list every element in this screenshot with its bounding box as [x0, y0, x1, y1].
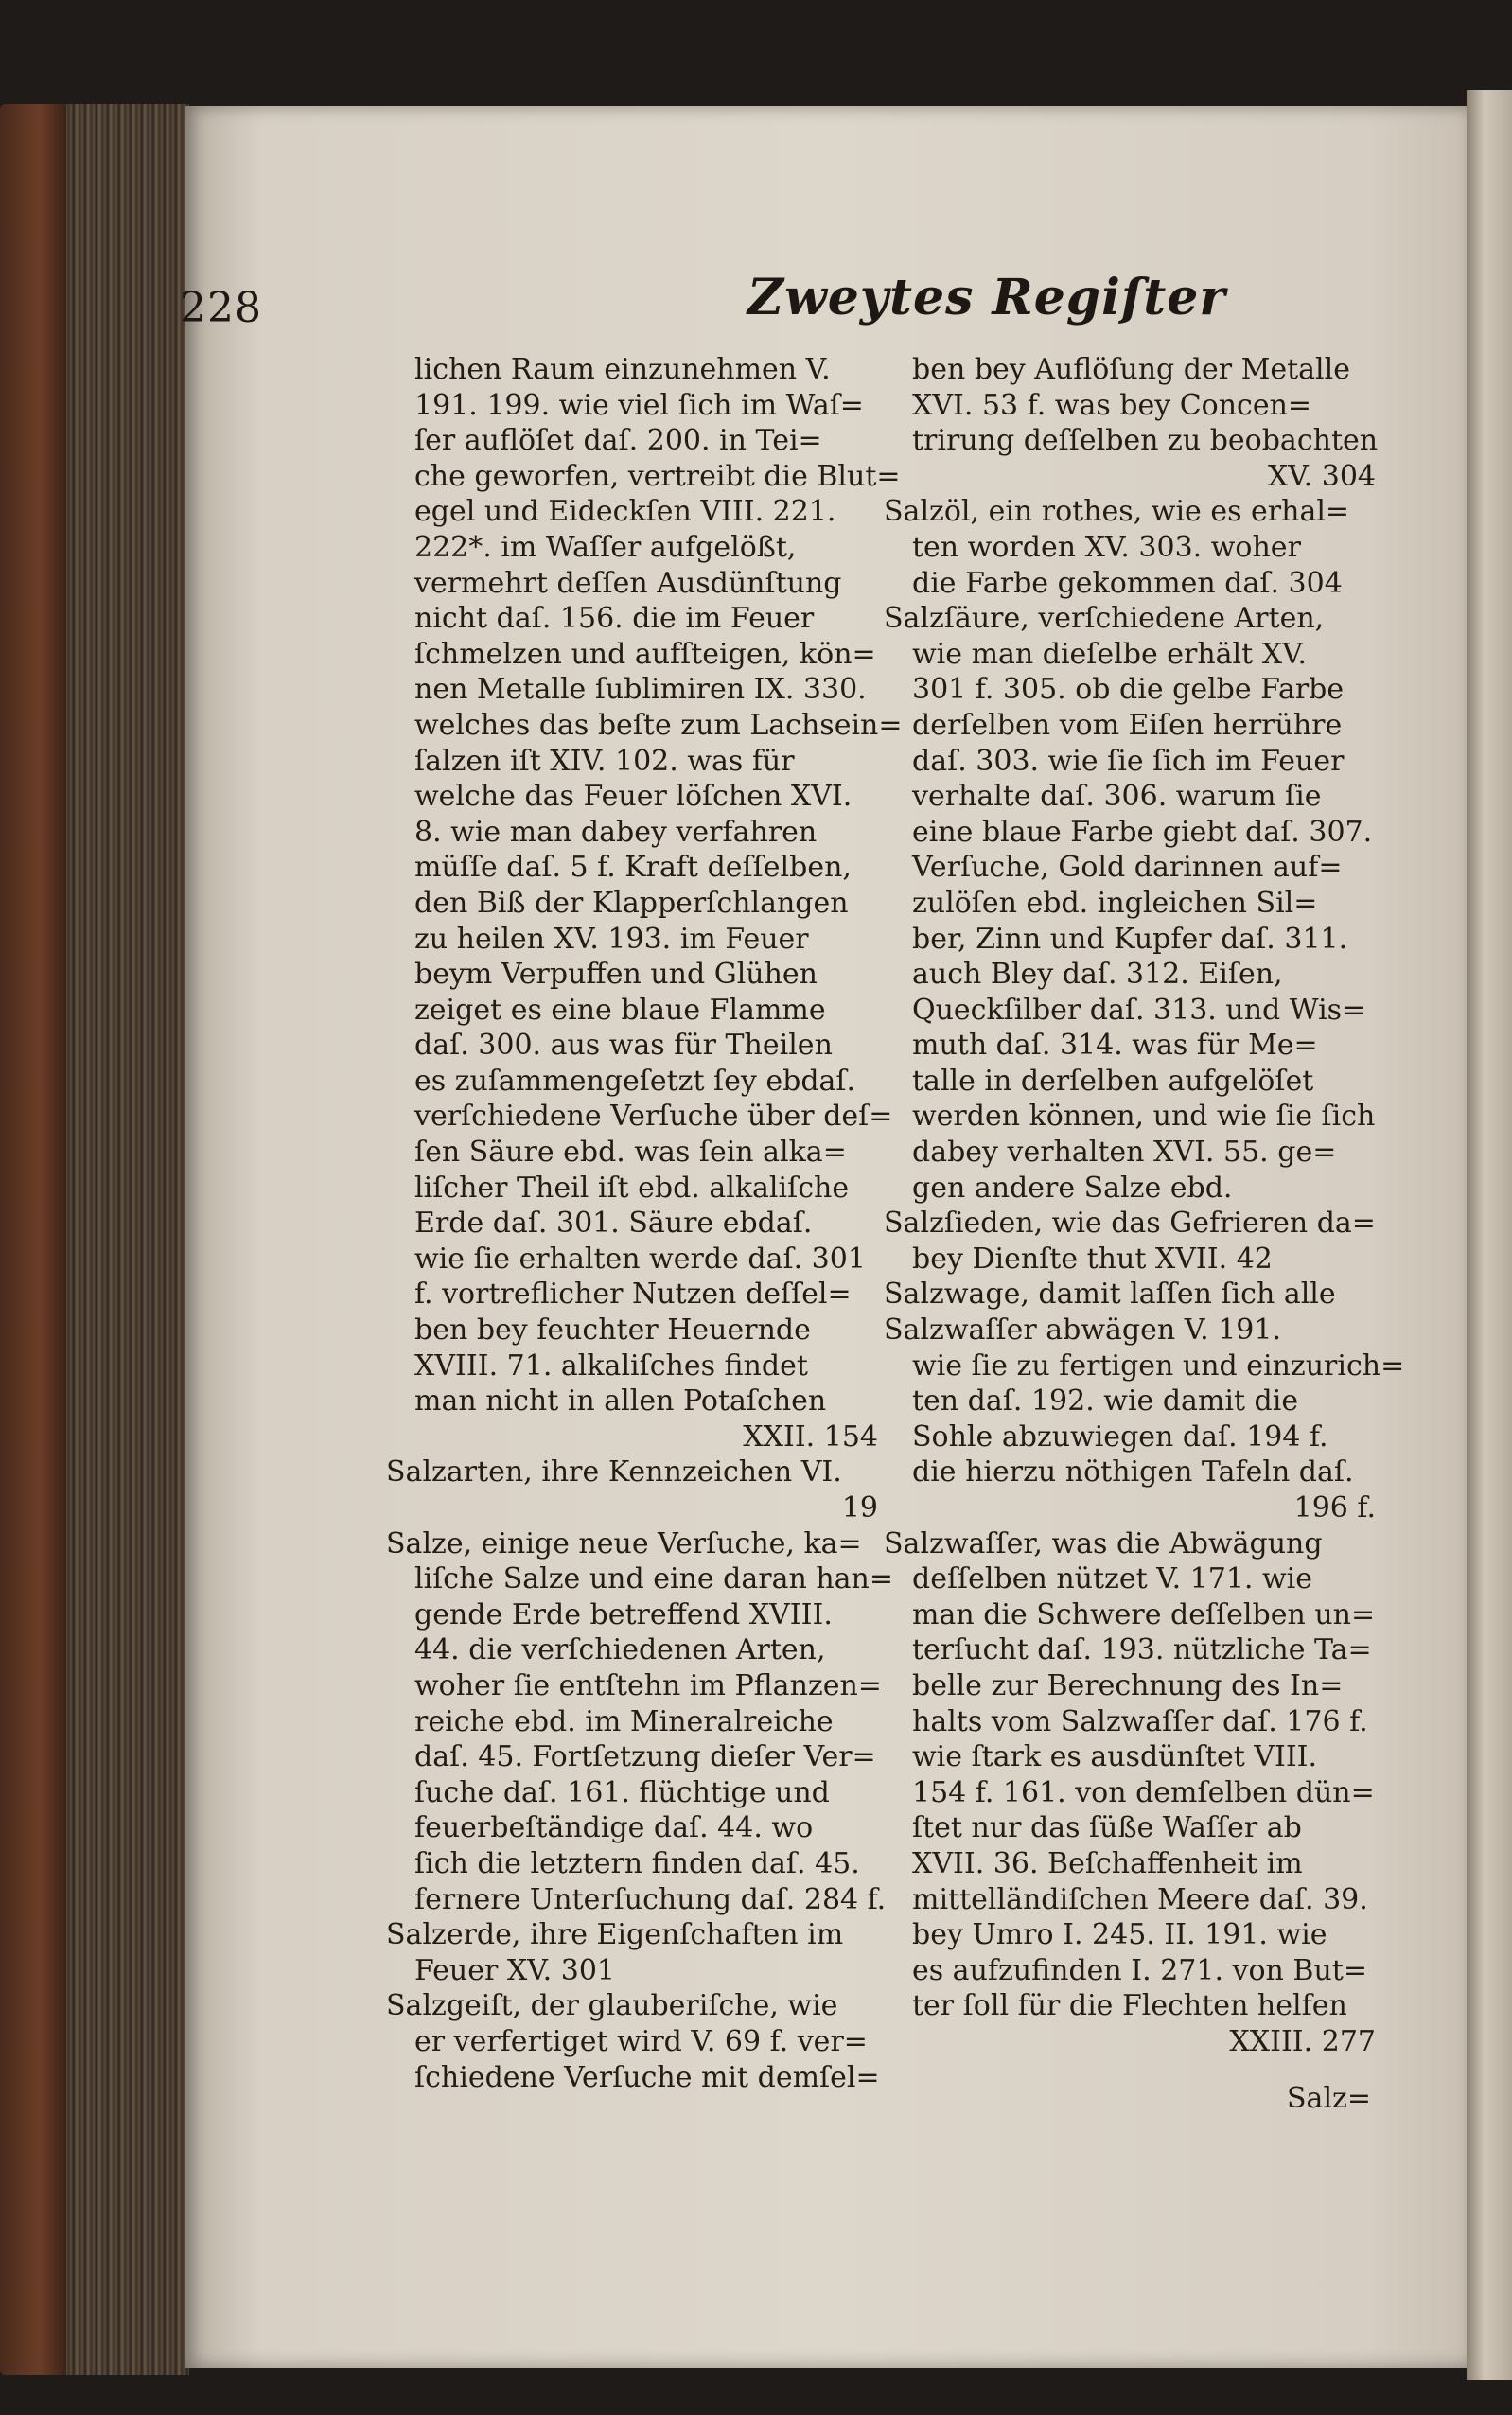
index-line: liſcher Theil iſt ebd. alkaliſche — [414, 1171, 850, 1205]
index-line: bey Umro I. 245. II. 191. wie — [912, 1918, 1327, 1952]
index-line: 191. 199. wie viel ſich im Waſ= — [414, 388, 864, 422]
index-line: 154 f. 161. von demſelben dün= — [912, 1775, 1375, 1809]
index-line: lichen Raum einzunehmen V. — [414, 353, 831, 386]
index-line: Salzerde, ihre Eigenſchaften im — [386, 1918, 844, 1952]
index-column-left — [386, 352, 903, 2095]
index-line: daſ. 303. wie ſie ſich im Feuer — [912, 744, 1345, 778]
index-line: XXIII. 277 — [1229, 2024, 1376, 2058]
index-line: XVIII. 71. alkaliſches findet — [414, 1349, 808, 1383]
index-line: reiche ebd. im Mineralreiche — [414, 1704, 834, 1738]
index-line: welche das Feuer löſchen XVI. — [414, 780, 853, 814]
index-line: liſche Salze und eine daran han= — [414, 1562, 894, 1596]
index-line: man die Schwere deſſelben un= — [912, 1597, 1376, 1631]
index-line: eine blaue Farbe giebt daſ. 307. — [912, 815, 1373, 849]
index-line: Salzgeiſt, der glauberiſche, wie — [386, 1989, 838, 2023]
index-line: wie ſie erhalten werde daſ. 301 — [414, 1242, 866, 1276]
index-line: Queckſilber daſ. 313. und Wis= — [912, 993, 1366, 1027]
index-line: belle zur Berechnung des In= — [912, 1668, 1344, 1702]
index-line: nen Metalle ſublimiren IX. 330. — [414, 673, 867, 707]
index-line: daſ. 300. aus was für Theilen — [414, 1029, 833, 1063]
index-line: es zuſammengeſetzt ſey ebdaſ. — [414, 1064, 856, 1098]
index-line: gen andere Salze ebd. — [912, 1171, 1233, 1205]
index-line: ber, Zinn und Kupfer daſ. 311. — [912, 922, 1348, 956]
index-line: wie ſtark es ausdünſtet VIII. — [912, 1740, 1318, 1774]
running-title: Zweytes Regiſter — [747, 269, 1226, 326]
index-line: ſtet nur das ſüße Waſſer ab — [912, 1811, 1302, 1845]
index-line: Verſuche, Gold darinnen auf= — [912, 851, 1343, 885]
index-line: müſſe daſ. 5 f. Kraft deſſelben, — [414, 851, 852, 885]
index-line: derſelben vom Eiſen herrühre — [912, 708, 1343, 742]
index-line: zulöſen ebd. ingleichen Sil= — [912, 886, 1318, 920]
index-line: XVI. 53 f. was bey Concen= — [912, 388, 1312, 422]
index-line: talle in derſelben aufgelöſet — [912, 1064, 1314, 1098]
index-line: welches das beſte zum Lachsein= — [414, 708, 903, 742]
index-line: verhalte daſ. 306. warum ſie — [912, 780, 1322, 814]
index-line: ten daſ. 192. wie damit die — [912, 1384, 1299, 1419]
index-line: 301 f. 305. ob die gelbe Farbe — [912, 673, 1345, 707]
index-line: Salze, einige neue Verſuche, ka= — [386, 1526, 862, 1560]
index-line: Salzwage, damit laſſen ſich alle — [884, 1278, 1336, 1312]
index-line: ſer auflöſet daſ. 200. in Tei= — [414, 424, 822, 458]
index-line: ſich die letztern finden daſ. 45. — [414, 1846, 860, 1880]
index-line: 8. wie man dabey verfahren — [414, 815, 818, 849]
index-line: ſen Säure ebd. was ſein alka= — [414, 1136, 847, 1170]
book-page-edges — [0, 104, 189, 2375]
page-number: 228 — [180, 284, 262, 332]
index-line: muth daſ. 314. was für Me= — [912, 1029, 1318, 1063]
index-line: zu heilen XV. 193. im Feuer — [414, 922, 809, 956]
index-line: Salzſieden, wie das Gefrieren da= — [884, 1207, 1376, 1241]
index-line: fernere Unterſuchung daſ. 284 f. — [414, 1882, 887, 1916]
index-line: ten worden XV. 303. woher — [912, 530, 1301, 564]
index-line: beym Verpuffen und Glühen — [414, 958, 818, 992]
index-line: deſſelben nützet V. 171. wie — [912, 1562, 1313, 1596]
index-line: wie man dieſelbe erhält XV. — [912, 637, 1308, 671]
index-line: werden können, und wie ſie ſich — [912, 1100, 1376, 1134]
index-line: 19 — [841, 1491, 878, 1525]
index-line: man nicht in allen Potaſchen — [414, 1384, 827, 1419]
index-line: egel und Eideckſen VIII. 221. — [414, 495, 836, 529]
index-line: Salzſäure, verſchiedene Arten, — [884, 602, 1325, 636]
index-line: gende Erde betreffend XVIII. — [414, 1597, 833, 1631]
index-line: Salzwaſſer abwägen V. 191. — [884, 1313, 1281, 1348]
index-line: den Biß der Klapperſchlangen — [414, 886, 849, 920]
index-line: es aufzufinden I. 271. von But= — [912, 1953, 1367, 1987]
index-line: trirung deſſelben zu beobachten — [912, 424, 1379, 458]
index-line: Salzöl, ein rothes, wie es erhal= — [884, 495, 1350, 529]
book-cover — [0, 104, 66, 2375]
index-line: ben bey feuchter Heuernde — [414, 1313, 811, 1348]
index-line: feuerbeſtändige daſ. 44. wo — [414, 1811, 814, 1845]
index-line: die Farbe gekommen daſ. 304 — [912, 566, 1343, 600]
index-line: XXII. 154 — [743, 1419, 878, 1454]
index-line: er verfertiget wird V. 69 f. ver= — [414, 2024, 868, 2058]
index-line: XV. 304 — [1267, 459, 1376, 493]
index-line: 196 f. — [1293, 1491, 1376, 1525]
index-line: verſchiedene Verſuche über deſ= — [414, 1100, 893, 1134]
index-line: vermehrt deſſen Ausdünſtung — [414, 566, 842, 600]
index-line: auch Bley daſ. 312. Eiſen, — [912, 958, 1283, 992]
index-line: ſchmelzen und aufſteigen, kön= — [414, 637, 876, 671]
index-line: nicht daſ. 156. die im Feuer — [414, 602, 815, 636]
index-line: Salzarten, ihre Kennzeichen VI. — [386, 1455, 842, 1490]
index-line: 44. die verſchiedenen Arten, — [414, 1633, 826, 1667]
index-line: ſalzen iſt XIV. 102. was für — [414, 744, 795, 778]
index-line: daſ. 45. Fortſetzung dieſer Ver= — [414, 1740, 876, 1774]
index-line: wie ſie zu fertigen und einzurich= — [912, 1349, 1405, 1383]
index-line: dabey verhalten XVI. 55. ge= — [912, 1136, 1337, 1170]
index-line: zeiget es eine blaue Flamme — [414, 993, 826, 1027]
index-line: ſuche daſ. 161. flüchtige und — [414, 1775, 830, 1809]
index-line: che geworfen, vertreibt die Blut= — [414, 459, 901, 493]
index-line: bey Dienſte thut XVII. 42 — [912, 1242, 1273, 1276]
index-column-right — [884, 352, 1405, 2060]
catchword: Salz= — [1287, 2082, 1371, 2115]
index-line: ter ſoll für die Flechten helfen — [912, 1989, 1347, 2023]
index-line: die hierzu nöthigen Tafeln daſ. — [912, 1455, 1354, 1490]
index-line: ſchiedene Verſuche mit demſel= — [414, 2060, 880, 2094]
index-line: f. vortreflicher Nutzen deſſel= — [414, 1278, 852, 1312]
facing-page-edge — [1467, 90, 1512, 2380]
index-line: Salzwaſſer, was die Abwägung — [884, 1526, 1323, 1560]
index-line: 222*. im Waſſer aufgelößt, — [414, 530, 797, 564]
index-line: ben bey Auflöſung der Metalle — [912, 353, 1350, 386]
index-line: Erde daſ. 301. Säure ebdaſ. — [414, 1207, 813, 1241]
index-line: Feuer XV. 301 — [414, 1953, 615, 1987]
index-line: XVII. 36. Beſchaffenheit im — [912, 1846, 1303, 1880]
index-line: mittelländiſchen Meere daſ. 39. — [912, 1882, 1368, 1916]
index-line: terſucht daſ. 193. nützliche Ta= — [912, 1633, 1372, 1667]
index-line: Sohle abzuwiegen daſ. 194 f. — [912, 1419, 1328, 1454]
index-line: woher ſie entſtehn im Pflanzen= — [414, 1668, 882, 1702]
index-line: halts vom Salzwaſſer daſ. 176 f. — [912, 1704, 1368, 1738]
